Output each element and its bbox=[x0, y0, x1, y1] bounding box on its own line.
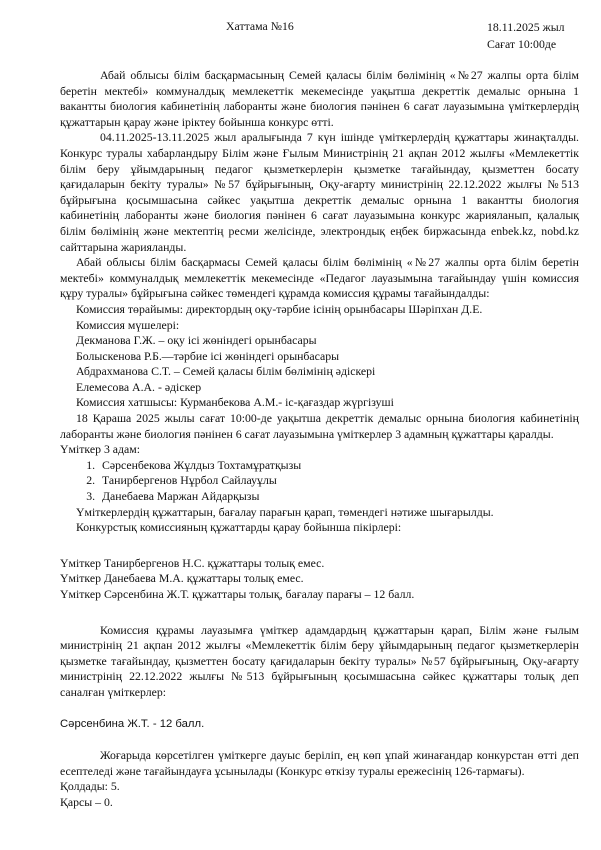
protocol-date: 18.11.2025 жыл bbox=[487, 20, 565, 34]
paragraph-conclusion: Комиссия құрамы лауазымға үміткер адамдардың құжаттарын қарап, Білім және ғылым министрінің 21 ақпан 2012 жылғы «Мемлекеттік білім беру ұйымдарының педагог қызметкерлерін қызметке тағайындау, қызметтен босату қағидаларын бекіту туралы» №57 бұйрығының, Оқу-ағарту министрінің 22.12.2022 жылғы №513 бұйрығының қосымшасына сәйкес құжаттары толық деп саналған үміткерлер: bbox=[60, 622, 579, 699]
commission-member: Елемесова А.А. - әдіскер bbox=[76, 379, 202, 394]
commission-secretary: Комиссия хатшысы: Курманбекова А.М.- іс-қағаздар жүргізуші bbox=[76, 395, 394, 410]
document-body bbox=[60, 68, 579, 811]
paragraph-documents-reviewed: 18 Қараша 2025 жылы сағат 10:00-де уақытша декреттік демалыс орнына биология кабинетінің лаборанты және биология пәнінен 6 сағат лауазымына үміткерлер 3 адамның құжаттары қаралды. bbox=[60, 411, 579, 441]
protocol-title: Хаттама №16 bbox=[226, 19, 294, 33]
opinion-item: Үміткер Танирбергенов Н.С. құжаттары толық емес. bbox=[60, 555, 325, 570]
spacer bbox=[60, 536, 579, 556]
spacer bbox=[60, 732, 579, 748]
candidate-item: 1. Сәрсенбекова Жұлдыз Тохтамұратқызы bbox=[98, 458, 579, 474]
paragraph-documents-collected: 04.11.2025-13.11.2025 жыл аралығында 7 күн ішінде үміткерлердің құжаттары жинақталды. Конкурс туралы хабарландыру Білім және Ғылым Министрінің 21 ақпан 2012 жылғы «Мемлекеттік білім беру ұйымдарының педагог қызметкерлерін қызметке тағайындау, қызметтен босату қағидаларын бекіту туралы» №57 бұйрығының, Оқу-ағарту министрінің 22.12.2022 жылғы №513 бұйрығына қосымшасына сәйкес уақытша декреттік демалыс орнына 1 вакантты биология кабинетінің лаборанты және биология пәнінен 6 сағат лауазымына конкурс жарияланып, қалалық білім бөлімінің және мектептің ресми желісінде, электрондық еңбек биржасында enbek.kz, nobd.kz сайттарына жарияланды. bbox=[60, 130, 579, 254]
commission-members-title: Комиссия мүшелері: bbox=[76, 317, 180, 332]
commission-list bbox=[60, 302, 579, 411]
result-line: Үміткерлердің құжаттарын, бағалау парағын қарап, төмендегі нәтиже шығарылды. bbox=[76, 504, 494, 519]
candidate-item: 2. Танирбергенов Нұрбол Сайлауұлы bbox=[98, 473, 579, 489]
date-time-block bbox=[487, 19, 565, 53]
commission-chair: Комиссия төрайымы: директордың оқу-тәрбие ісінің орынбасары Шәріпхан Д.Е. bbox=[76, 301, 483, 316]
spacer bbox=[60, 603, 579, 623]
votes-against: Қарсы – 0. bbox=[60, 794, 113, 809]
candidates-list bbox=[60, 458, 579, 505]
opinions-title: Конкурстық комиссияның құжаттарды қарау бойынша пікірлері: bbox=[76, 520, 402, 535]
paragraph-commission-formed: Абай облысы білім басқармасы Семей қаласы білім бөлімінің «№27 жалпы орта білім беретін мектебі» коммуналдық мемлекеттік мекемесінде «Педагог лауазымына тағайындау үшін комиссия құру туралы» бұйрығына сәйкес төмендегі құрамда комиссия құрамы тағайындалды: bbox=[60, 255, 579, 301]
candidates-title: Үміткер 3 адам: bbox=[60, 442, 141, 457]
opinion-item: Үміткер Сәрсенбина Ж.Т. құжаттары толық, бағалау парағы – 12 балл. bbox=[60, 587, 415, 601]
commission-member: Декманова Г.Ж. – оқу ісі жөніндегі орынбасары bbox=[76, 333, 317, 348]
opinion-item: Үміткер Данебаева М.А. құжаттары толық емес. bbox=[60, 571, 304, 586]
paragraph-competition-held: Абай облысы білім басқармасының Семей қаласы білім бөлімінің «№27 жалпы орта білім беретін мектебі» коммуналдық мемлекеттік мекемесінде уақытша декреттік демалыс орнына 1 вакантты биология кабинетінің лаборанты және биология пәнінен 6 сағат лауазымына үміткерлердің құжаттарын қарау және іріктеу бойынша конкурс өтті. bbox=[60, 68, 579, 129]
opinions-list bbox=[60, 556, 579, 603]
spacer bbox=[60, 701, 579, 717]
protocol-time: Сағат 10:00де bbox=[487, 37, 557, 51]
commission-member: Болыскенова Р.Б.—тәрбие ісі жөніндегі орынбасары bbox=[76, 348, 340, 363]
selected-candidate: Сәрсенбина Ж.Т. - 12 балл. bbox=[60, 717, 205, 730]
paragraph-vote: Жоғарыда көрсетілген үміткерге дауыс беріліп, ең көп ұпай жинағандар конкурстан өтті деп есептеледі және тағайындауға ұсынылады (Конкурс өткізу туралы ережесінің 126-тармағы). bbox=[60, 748, 579, 778]
candidate-item: 3. Данебаева Маржан Айдарқызы bbox=[98, 489, 579, 505]
commission-member: Абдрахманова С.Т. – Семей қаласы білім бөлімінің әдіскері bbox=[76, 364, 376, 379]
votes-for: Қолдады: 5. bbox=[60, 779, 120, 794]
